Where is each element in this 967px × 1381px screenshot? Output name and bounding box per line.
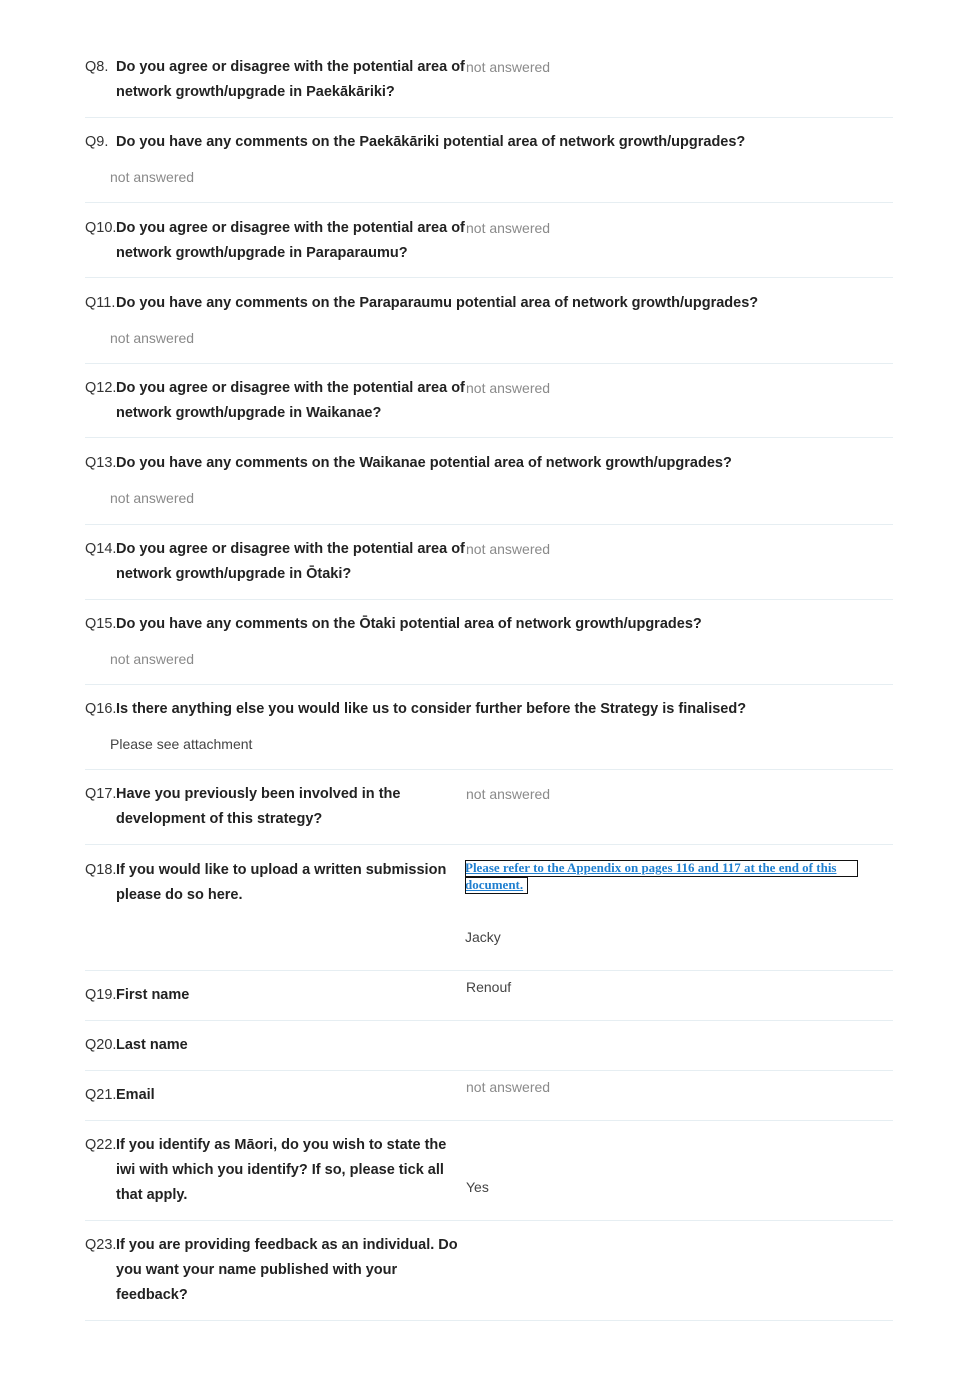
question-q15 bbox=[85, 612, 785, 637]
question-q19 bbox=[85, 983, 465, 1008]
question-q8 bbox=[85, 55, 465, 105]
answer-q8: not answered bbox=[466, 59, 551, 75]
question-q9 bbox=[85, 130, 785, 155]
divider bbox=[85, 117, 893, 118]
answer-q14: not answered bbox=[466, 541, 551, 557]
question-number: Q13. bbox=[85, 455, 117, 471]
divider bbox=[85, 970, 893, 971]
answer-q21: not answered bbox=[466, 1079, 551, 1095]
question-number: Q20. bbox=[85, 1037, 117, 1053]
question-number: Q9. bbox=[85, 134, 109, 150]
question-text: Do you agree or disagree with the potential area of network growth/upgrade in Ōtaki? bbox=[116, 541, 465, 582]
answer-q20: Renouf bbox=[466, 979, 512, 995]
answer-q10: not answered bbox=[466, 220, 551, 236]
divider bbox=[85, 1320, 893, 1321]
appendix-link-line2: document. bbox=[465, 877, 524, 892]
answer-q11: not answered bbox=[110, 330, 195, 346]
divider bbox=[85, 844, 893, 845]
answer-q12: not answered bbox=[466, 380, 551, 396]
divider bbox=[85, 684, 893, 685]
question-q20 bbox=[85, 1033, 465, 1058]
question-text: If you would like to upload a written submission please do so here. bbox=[116, 862, 447, 903]
question-q12 bbox=[85, 376, 465, 426]
divider bbox=[85, 1120, 893, 1121]
question-number: Q19. bbox=[85, 987, 117, 1003]
question-text: Do you have any comments on the Paekākāriki potential area of network growth/upgrades? bbox=[116, 134, 746, 150]
question-text: Do you have any comments on the Ōtaki potential area of network growth/upgrades? bbox=[116, 616, 702, 632]
answer-q17: not answered bbox=[466, 786, 551, 802]
question-q10 bbox=[85, 216, 465, 266]
divider bbox=[85, 202, 893, 203]
question-number: Q21. bbox=[85, 1087, 117, 1103]
appendix-link-line1: Please refer to the Appendix on pages 116 and 117 at the end of this bbox=[465, 860, 837, 875]
question-number: Q23. bbox=[85, 1237, 117, 1253]
question-text: If you are providing feedback as an individual. Do you want your name published with your feedback? bbox=[116, 1237, 458, 1303]
question-q22 bbox=[85, 1133, 465, 1208]
link-highlight-box bbox=[465, 877, 528, 894]
question-text: Do you agree or disagree with the potential area of network growth/upgrade in Waikanae? bbox=[116, 380, 465, 421]
divider bbox=[85, 599, 893, 600]
question-text: Do you agree or disagree with the potential area of network growth/upgrade in Paekākāriki? bbox=[116, 59, 465, 100]
question-q18 bbox=[85, 858, 465, 908]
question-q11 bbox=[85, 291, 785, 316]
answer-q19: Jacky bbox=[465, 929, 501, 945]
question-text: Is there anything else you would like us to consider further before the Strategy is finalised? bbox=[116, 701, 747, 717]
question-number: Q18. bbox=[85, 862, 117, 878]
link-highlight-box bbox=[465, 860, 858, 877]
divider bbox=[85, 524, 893, 525]
question-q13 bbox=[85, 451, 785, 476]
appendix-link[interactable] bbox=[465, 859, 858, 893]
divider bbox=[85, 1220, 893, 1221]
question-text: Last name bbox=[116, 1037, 188, 1053]
divider bbox=[85, 1020, 893, 1021]
question-number: Q8. bbox=[85, 59, 109, 75]
answer-q13: not answered bbox=[110, 490, 195, 506]
question-number: Q12. bbox=[85, 380, 117, 396]
question-text: Do you have any comments on the Paraparaumu potential area of network growth/upgrades? bbox=[116, 295, 759, 311]
question-text: Email bbox=[116, 1087, 155, 1103]
question-number: Q10. bbox=[85, 220, 117, 236]
question-number: Q17. bbox=[85, 786, 117, 802]
question-text: If you identify as Māori, do you wish to state the iwi with which you identify? If so, please tick all that apply. bbox=[116, 1137, 447, 1203]
question-q16 bbox=[85, 697, 785, 722]
answer-q22: Yes bbox=[466, 1179, 489, 1195]
question-q23 bbox=[85, 1233, 465, 1308]
question-text: First name bbox=[116, 987, 190, 1003]
question-number: Q15. bbox=[85, 616, 117, 632]
question-number: Q16. bbox=[85, 701, 117, 717]
question-q17 bbox=[85, 782, 465, 832]
divider bbox=[85, 363, 893, 364]
question-q21 bbox=[85, 1083, 465, 1108]
answer-q15: not answered bbox=[110, 651, 195, 667]
question-number: Q11. bbox=[85, 295, 116, 311]
question-number: Q14. bbox=[85, 541, 117, 557]
answer-q9: not answered bbox=[110, 169, 195, 185]
question-number: Q22. bbox=[85, 1137, 117, 1153]
divider bbox=[85, 1070, 893, 1071]
divider bbox=[85, 437, 893, 438]
divider bbox=[85, 769, 893, 770]
question-text: Do you have any comments on the Waikanae potential area of network growth/upgrades? bbox=[116, 455, 732, 471]
question-text: Have you previously been involved in the development of this strategy? bbox=[116, 786, 401, 827]
divider bbox=[85, 277, 893, 278]
question-q14 bbox=[85, 537, 465, 587]
answer-q16: Please see attachment bbox=[110, 736, 253, 752]
question-text: Do you agree or disagree with the potential area of network growth/upgrade in Paraparaumu? bbox=[116, 220, 465, 261]
